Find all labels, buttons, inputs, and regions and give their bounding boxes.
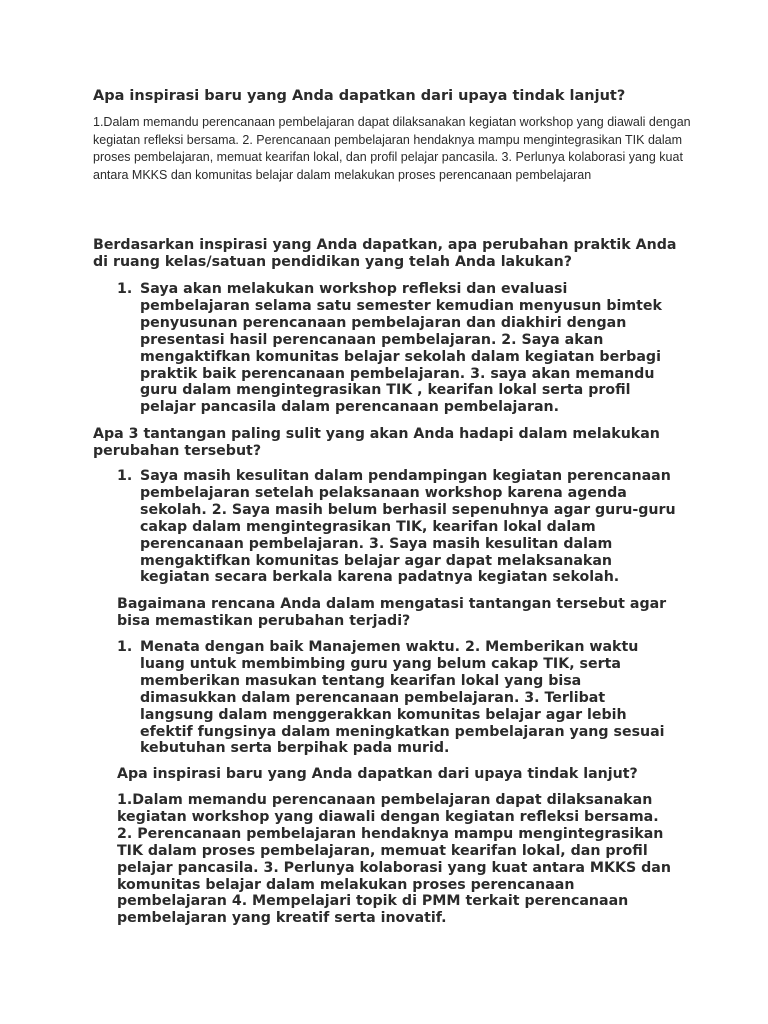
list-number: 1. bbox=[117, 468, 133, 484]
list-item-text: Saya masih kesulitan dalam pendampingan kegiatan perencanaan pembelajaran setelah pelaksanaan workshop karena agenda sekolah. 2. Saya masih belum berhasil sepenuhnya agar guru-guru cakap dalam mengintegrasikan TIK, kearifan lokal dalam perencanaan pembelajaran. 3. Saya masih kesulitan dalam mengaktifkan komunitas belajar agar dapat melaksanakan kegiatan secara berkala karena padatnya kegiatan sekolah. bbox=[140, 468, 676, 586]
answer-paragraph-5: 1.Dalam memandu perencanaan pembelajaran dapat dilaksanakan kegiatan workshop yang diawali dengan kegiatan refleksi bersama. 2. Perencanaan pembelajaran hendaknya mampu mengintegrasikan TIK dalam proses pembelajaran, memuat kearifan lokal, dan profil pelajar pancasila. 3. Perlunya kolaborasi yang kuat antara MKKS dan komunitas belajar dalam melakukan proses perencanaan pembelajaran 4. Mempelajari topik di PMM terkait perencanaan pembelajaran yang kreatif serta inovatif. bbox=[117, 792, 671, 927]
question-heading-1: Apa inspirasi baru yang Anda dapatkan dari upaya tindak lanjut? bbox=[93, 88, 626, 104]
question-heading-3: Apa 3 tantangan paling sulit yang akan Anda hadapi dalam melakukan perubahan tersebut? bbox=[93, 426, 660, 459]
list-number: 1. bbox=[117, 639, 133, 655]
list-item-text: Saya akan melakukan workshop refleksi dan evaluasi pembelajaran selama satu semester kemudian menyusun bimtek penyusunan perencanaan pembelajaran dan diakhiri dengan presentasi hasil perencanaan pembelajaran. 2. Saya akan mengaktifkan komunitas belajar sekolah dalam kegiatan berbagi praktik baik perencanaan pembelajaran. 3. saya akan memandu guru dalam mengintegrasikan TIK , kearifan lokal serta profil pelajar pancasila dalam perencanaan pembelajaran. bbox=[140, 281, 662, 416]
list-item-answer-4 bbox=[117, 639, 677, 757]
list-item-text: Menata dengan baik Manajemen waktu. 2. Memberikan waktu luang untuk membimbing guru yang belum cakap TIK, serta memberikan masukan tentang kearifan lokal yang bisa dimasukkan dalam perencanaan pembelajaran. 3. Terlibat langsung dalam menggerakkan komunitas belajar agar lebih efektif fungsinya dalam meningkatkan pembelajaran yang sesuai kebutuhan serta berpihak pada murid. bbox=[140, 639, 665, 757]
list-item-answer-3 bbox=[117, 468, 677, 586]
list-number: 1. bbox=[117, 281, 133, 297]
question-heading-2: Berdasarkan inspirasi yang Anda dapatkan, apa perubahan praktik Anda di ruang kelas/satuan pendidikan yang telah Anda lakukan? bbox=[93, 237, 677, 270]
question-heading-5: Apa inspirasi baru yang Anda dapatkan dari upaya tindak lanjut? bbox=[117, 766, 638, 782]
answer-paragraph-1: 1.Dalam memandu perencanaan pembelajaran dapat dilaksanakan kegiatan workshop yang diawali dengan kegiatan refleksi bersama. 2. Perencanaan pembelajaran hendaknya mampu mengintegrasikan TIK dalam proses pembelajaran, memuat kearifan lokal, dan profil pelajar pancasila. 3. Perlunya kolaborasi yang kuat antara MKKS dan komunitas belajar dalam melakukan proses perencanaan pembelajaran bbox=[93, 115, 691, 182]
question-heading-4: Bagaimana rencana Anda dalam mengatasi tantangan tersebut agar bisa memastikan perubahan terjadi? bbox=[117, 596, 667, 629]
list-item-answer-2 bbox=[117, 281, 677, 416]
